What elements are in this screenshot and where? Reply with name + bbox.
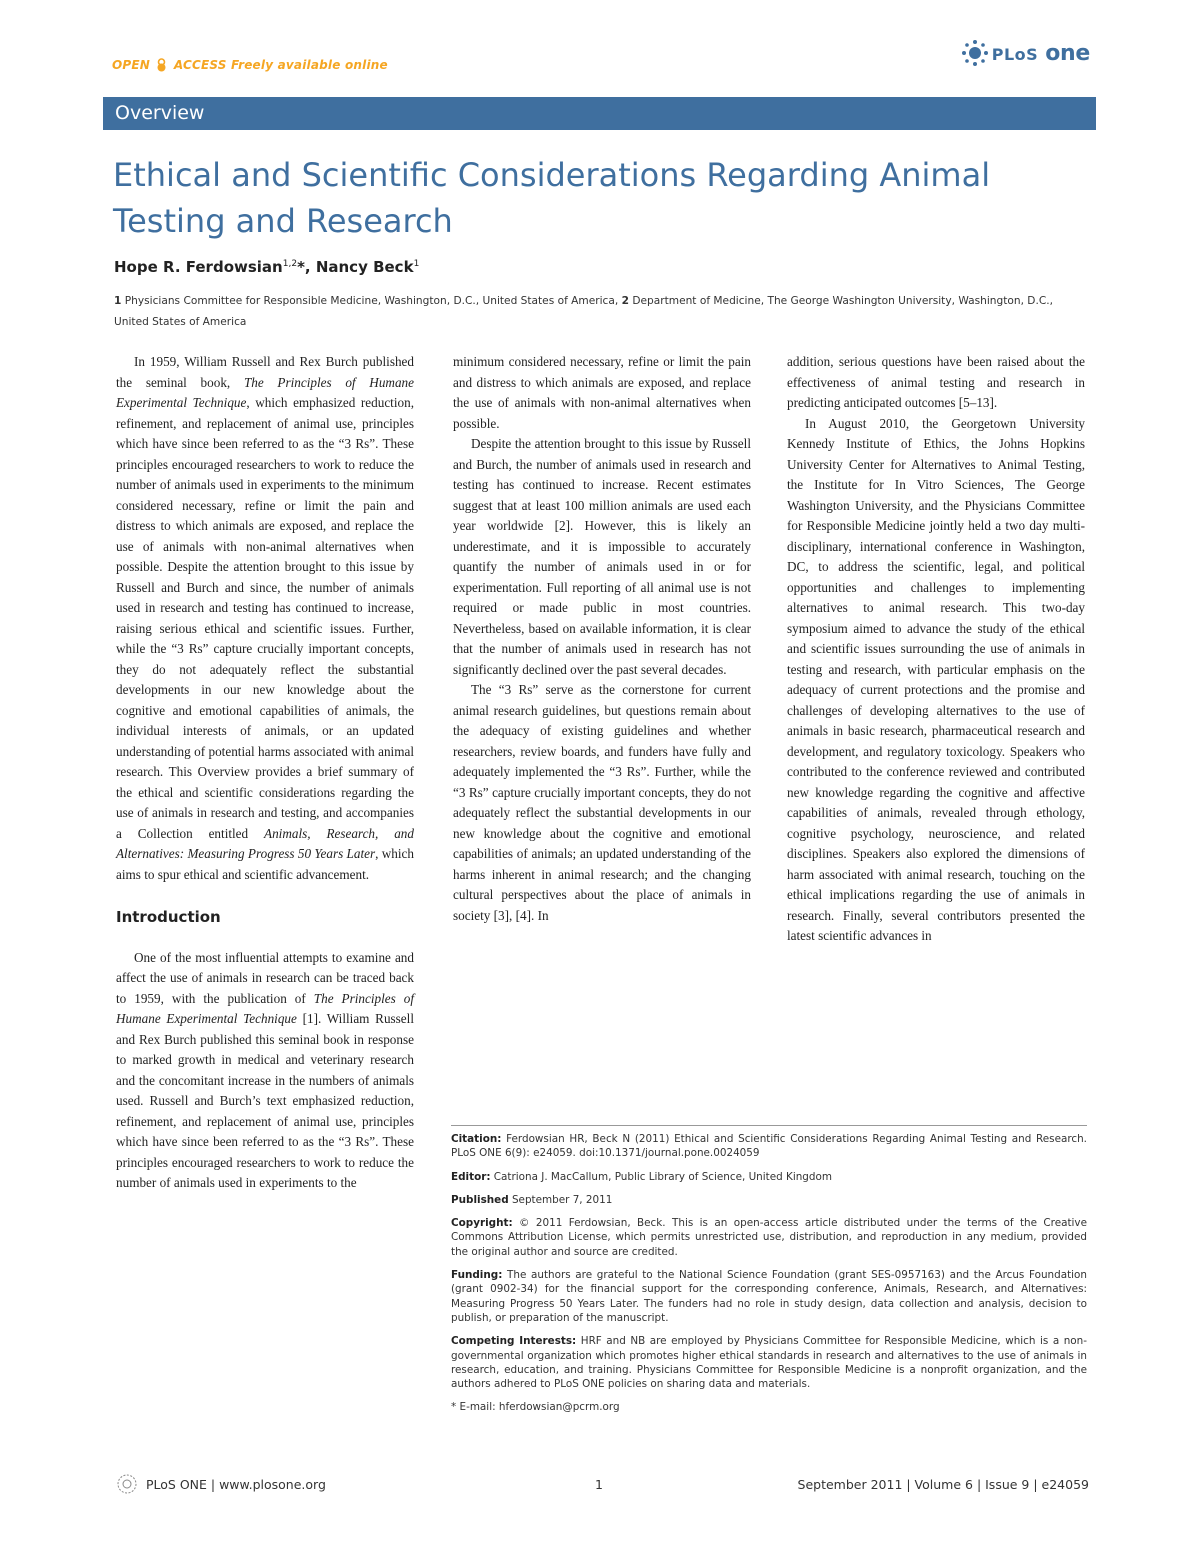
affiliations [114,291,1089,333]
plos-footer-icon [114,1471,140,1497]
article-title: Ethical and Scientific Considerations Regarding Animal Testing and Research [113,156,991,240]
footer-journal: PLoS ONE | www.plosone.org [146,1476,326,1492]
open-label: OPEN [112,58,151,72]
citation: Citation: Ferdowsian HR, Beck N (2011) Ethical and Scientific Considerations Regarding Animal Testing and Research. PLoS ONE 6(9): e24059. doi:10.1371/journal.pone.0024059 [451,1133,1087,1160]
section-bar: Overview [103,97,1096,130]
paragraph: addition, serious questions have been raised about the effectiveness of animal testing and research in predicting anticipated outcomes [5–13]. [787,354,1085,410]
intro-paragraph: One of the most influential attempts to examine and affect the use of animals in research can be traced back to 1959, with the publication of The Principles of Humane Experimental Technique [1]. William Russell and Rex Burch published this seminal book in response to marked growth in medical and veterinary research and the concomitant increase in the numbers of animals used. Russell and Burch’s text emphasized reduction, refinement, and replacement of animal use, principles which have since been referred to as the “3 Rs”. These principles encouraged researchers to work to reduce the number of animals used in experiments to the [116,949,414,1190]
text-column-1 [116,352,414,1194]
published-date: Published September 7, 2011 [451,1193,613,1206]
affil-2-number: 2 [621,295,629,307]
funding: Funding: The authors are grateful to the National Science Foundation (grant SES-0957163) and the Arcus Foundation (grant 0902-34) for the financial support for the corresponding conference, Animals, Research, and Alternatives: Measuring Progress 50 Years Later. The funders had no role in study design, data collection and analysis, decision to publish, or preparation of the manuscript. [451,1269,1087,1324]
page-footer [114,1469,1089,1499]
author-1-affil: 1,2 [282,259,298,269]
author-list [114,258,419,276]
text-column-3 [787,352,1085,947]
open-lock-icon [156,58,167,72]
brand-one: one [1045,40,1090,66]
open-access-badge [112,58,388,72]
competing-interests: Competing Interests: HRF and NB are employed by Physicians Committee for Responsible Medicine, which is a non-governmental organization which promotes higher ethical standards in research and alternatives to the use of animals in research, education, and training. Physicians Committee for Responsible Medicine is a nonprofit organization, and the authors adhered to PLoS ONE policies on sharing data and materials. [451,1335,1087,1391]
paragraph: Despite the attention brought to this issue by Russell and Burch, the number of animals used in research and testing has continued to increase. Recent estimates suggest that at least 100 million animals are used each year worldwide [2]. However, this is likely an underestimate, and it is impossible to accurately quantify the number of animals used in or for experimentation. Full reporting of all animal use is not required or made public in most countries. Nevertheless, based on available information, it is clear that the number of animals used in research has not significantly declined over the past several decades. [453,436,751,677]
author-2: Nancy Beck [315,258,414,276]
contact-email[interactable]: * E-mail: hferdowsian@pcrm.org [451,1401,620,1414]
plos-one-logo [960,38,1090,68]
book-title-2: The Principles of Humane Experimental Technique [116,990,414,1026]
paragraph: In August 2010, the Georgetown University Kennedy Institute of Ethics, the Johns Hopkins University Center for Alternatives to Animal Testing, the Institute for In Vitro Sciences, The George Washington University, and the Physicians Committee for Responsible Medicine jointly held a two day multi-disciplinary, international conference in Washington, DC, to address the scientific, legal, and political opportunities and challenges to implementing alternatives to animal research. This two-day symposium aimed to advance the study of the ethical and scientific issues surrounding the use of animals in testing and research, with particular emphasis on the adequacy of current protections and the promise and challenges of developing alternatives to the use of animals in basic research, pharmaceutical research and development, and regulatory toxicology. Speakers who contributed to the conference reviewed and contributed new knowledge regarding the cognitive and affective capabilities of animals, revealed through ethology, cognitive psychology, neuroscience, and related disciplines. Speakers also explored the dimensions of harm associated with animal research, touching on the ethical implications regarding the use of animals in research. Finally, several contributors presented the latest scientific advances in [787,415,1085,943]
affil-1-text: Physicians Committee for Responsible Medicine, Washington, D.C., United States of America, [124,295,619,307]
access-label: ACCESS [173,58,227,72]
abstract-paragraph: In 1959, William Russell and Rex Burch published the seminal book, The Principles of Humane Experimental Technique, which emphasized reduction, refinement, and replacement of animal use, principles which have since been referred to as the “3 Rs”. These principles encouraged researchers to work to reduce the number of animals used in experiments to the minimum considered necessary, refine or limit the pain and distress to which animals are exposed, and replace the use of animals with non-animal alternatives when possible. Despite the attention brought to this issue by Russell and Burch and since, the number of animals used in research and testing has continued to increase, raising serious ethical and scientific issues. Further, while the “3 Rs” capture crucially important concepts, they do not adequately reflect the substantial developments in our new knowledge about the cognitive and emotional capabilities of animals, the individual interests of animals, or an updated understanding of potential harms associated with animal research. This Overview provides a brief summary of the ethical and scientific considerations regarding the use of animals in research and testing, and accompanies a Collection entitled Animals, Research, and Alternatives: Measuring Progress 50 Years Later, which aims to spur ethical and scientific advancement. [116,354,414,882]
brand-plos: PLoS [991,44,1039,64]
paragraph: minimum considered necessary, refine or limit the pain and distress to which animals are exposed, and replace the use of animals with non-animal alternatives when possible. [453,354,751,431]
introduction-heading: Introduction [116,908,221,926]
freely-available-label: Freely available online [231,58,388,72]
footer-issue: September 2011 | Volume 6 | Issue 9 | e24059 [797,1477,1089,1492]
affil-1-number: 1 [114,295,122,307]
paragraph: The “3 Rs” serve as the cornerstone for current animal research guidelines, but questions remain about the adequacy of existing guidelines and whether researchers, review boards, and funders have fully and adequately implemented the “3 Rs”. Further, while the “3 Rs” capture crucially important concepts, they do not adequately reflect the substantial developments in our new knowledge about the cognitive and emotional capabilities of animals; an updated understanding of the harms inherent in animal research; and the changing cultural perspectives about the place of animals in society [3], [4]. In [453,682,751,923]
author-2-affil: 1 [413,259,420,269]
editor: Editor: Catriona J. MacCallum, Public Library of Science, United Kingdom [451,1170,832,1183]
corresponding-mark: *, [297,258,316,276]
page-number: 1 [595,1477,603,1492]
book-title: The Principles of Humane Experimental Technique [116,374,414,410]
collection-title: Animals, Research, and Alternatives: Measuring Progress 50 Years Later [116,825,414,861]
article-info-box [451,1125,1087,1424]
plos-burst-icon [960,38,990,68]
author-1: Hope R. Ferdowsian [114,258,283,276]
copyright: Copyright: © 2011 Ferdowsian, Beck. This is an open-access article distributed under the terms of the Creative Commons Attribution License, which permits unrestricted use, distribution, and reproduction in any medium, provided the original author and source are credited. [451,1217,1087,1258]
page-header [103,38,1096,88]
text-column-2 [453,352,751,926]
affil-2-text: Department of Medicine, The George Washington University, Washington, D.C., United States of America [114,295,1053,328]
